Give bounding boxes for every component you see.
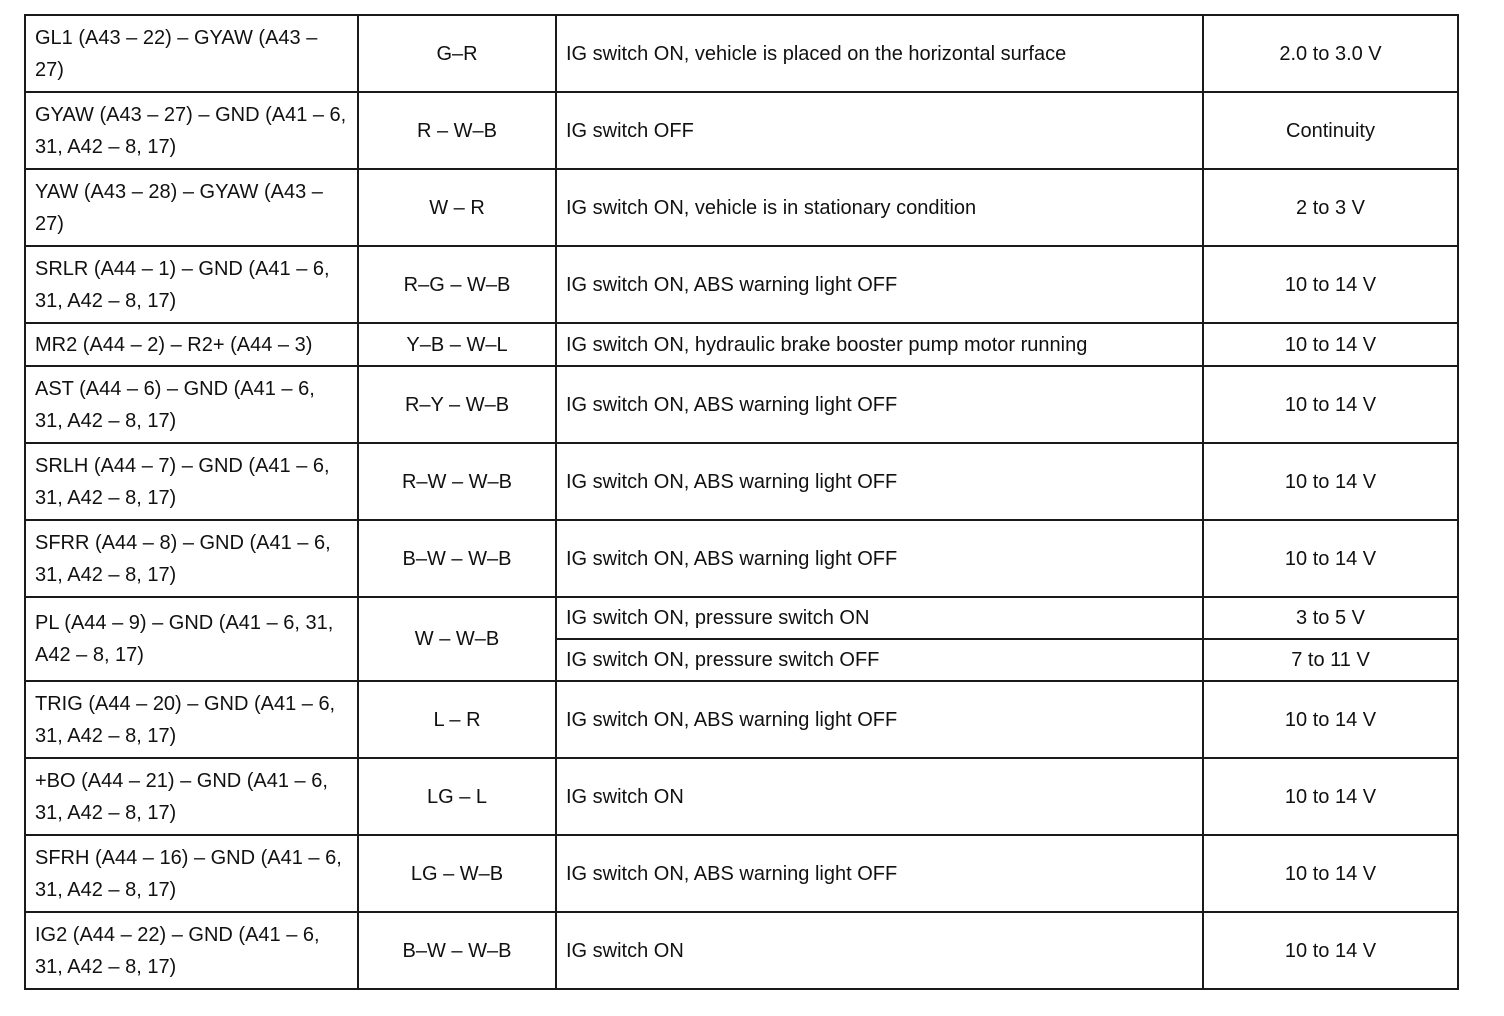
specified-condition-cell: 10 to 14 V [1203,366,1458,443]
table-row [25,323,1458,366]
terminal-cell: GYAW (A43 – 27) – GND (A41 – 6, 31, A42 – 8, 17) [25,92,358,169]
terminal-cell: SRLH (A44 – 7) – GND (A41 – 6, 31, A42 – 8, 17) [25,443,358,520]
specified-condition-cell: 10 to 14 V [1203,758,1458,835]
specified-condition-cell: 10 to 14 V [1203,520,1458,597]
specified-condition-cell: 10 to 14 V [1203,912,1458,989]
terminal-cell: SRLR (A44 – 1) – GND (A41 – 6, 31, A42 – 8, 17) [25,246,358,323]
wiring-color-cell: LG – L [358,758,556,835]
terminal-cell: +BO (A44 – 21) – GND (A41 – 6, 31, A42 – 8, 17) [25,758,358,835]
specified-condition-cell: 7 to 11 V [1203,639,1458,681]
table-row [25,835,1458,912]
condition-cell: IG switch ON, pressure switch OFF [556,639,1203,681]
wiring-color-cell: W – W–B [358,597,556,681]
wiring-color-cell: R – W–B [358,92,556,169]
condition-cell: IG switch ON, hydraulic brake booster pump motor running [556,323,1203,366]
condition-cell: IG switch ON, ABS warning light OFF [556,835,1203,912]
specified-condition-cell: 10 to 14 V [1203,246,1458,323]
terminal-cell: SFRR (A44 – 8) – GND (A41 – 6, 31, A42 – 8, 17) [25,520,358,597]
terminal-cell: PL (A44 – 9) – GND (A41 – 6, 31, A42 – 8, 17) [25,597,358,681]
table-row [25,246,1458,323]
condition-cell: IG switch ON, ABS warning light OFF [556,246,1203,323]
wiring-color-cell: G–R [358,15,556,92]
terminal-spec-table [24,14,1459,990]
condition-cell: IG switch ON, pressure switch ON [556,597,1203,639]
table-row [25,169,1458,246]
terminal-cell: AST (A44 – 6) – GND (A41 – 6, 31, A42 – 8, 17) [25,366,358,443]
wiring-color-cell: Y–B – W–L [358,323,556,366]
table-row [25,520,1458,597]
terminal-cell: IG2 (A44 – 22) – GND (A41 – 6, 31, A42 – 8, 17) [25,912,358,989]
condition-cell: IG switch ON, ABS warning light OFF [556,366,1203,443]
table-row [25,366,1458,443]
table-row [25,443,1458,520]
condition-cell: IG switch ON, ABS warning light OFF [556,520,1203,597]
wiring-color-cell: B–W – W–B [358,520,556,597]
table-row [25,912,1458,989]
condition-cell: IG switch ON, vehicle is in stationary condition [556,169,1203,246]
specified-condition-cell: 3 to 5 V [1203,597,1458,639]
wiring-color-cell: L – R [358,681,556,758]
specified-condition-cell: 10 to 14 V [1203,835,1458,912]
specified-condition-cell: 2.0 to 3.0 V [1203,15,1458,92]
condition-cell: IG switch ON, vehicle is placed on the horizontal surface [556,15,1203,92]
condition-cell: IG switch OFF [556,92,1203,169]
wiring-color-cell: B–W – W–B [358,912,556,989]
table-row [25,92,1458,169]
condition-cell: IG switch ON, ABS warning light OFF [556,443,1203,520]
terminal-cell: SFRH (A44 – 16) – GND (A41 – 6, 31, A42 – 8, 17) [25,835,358,912]
specified-condition-cell: 10 to 14 V [1203,323,1458,366]
wiring-color-cell: R–G – W–B [358,246,556,323]
terminal-cell: MR2 (A44 – 2) – R2+ (A44 – 3) [25,323,358,366]
wiring-color-cell: W – R [358,169,556,246]
wiring-color-cell: R–W – W–B [358,443,556,520]
condition-cell: IG switch ON [556,912,1203,989]
table-row [25,597,1458,639]
table-row [25,758,1458,835]
condition-cell: IG switch ON, ABS warning light OFF [556,681,1203,758]
terminal-cell: YAW (A43 – 28) – GYAW (A43 – 27) [25,169,358,246]
table-row [25,681,1458,758]
table-row [25,15,1458,92]
wiring-color-cell: R–Y – W–B [358,366,556,443]
terminal-cell: GL1 (A43 – 22) – GYAW (A43 – 27) [25,15,358,92]
terminal-cell: TRIG (A44 – 20) – GND (A41 – 6, 31, A42 – 8, 17) [25,681,358,758]
specified-condition-cell: 2 to 3 V [1203,169,1458,246]
specified-condition-cell: 10 to 14 V [1203,681,1458,758]
specified-condition-cell: Continuity [1203,92,1458,169]
wiring-color-cell: LG – W–B [358,835,556,912]
condition-cell: IG switch ON [556,758,1203,835]
specified-condition-cell: 10 to 14 V [1203,443,1458,520]
